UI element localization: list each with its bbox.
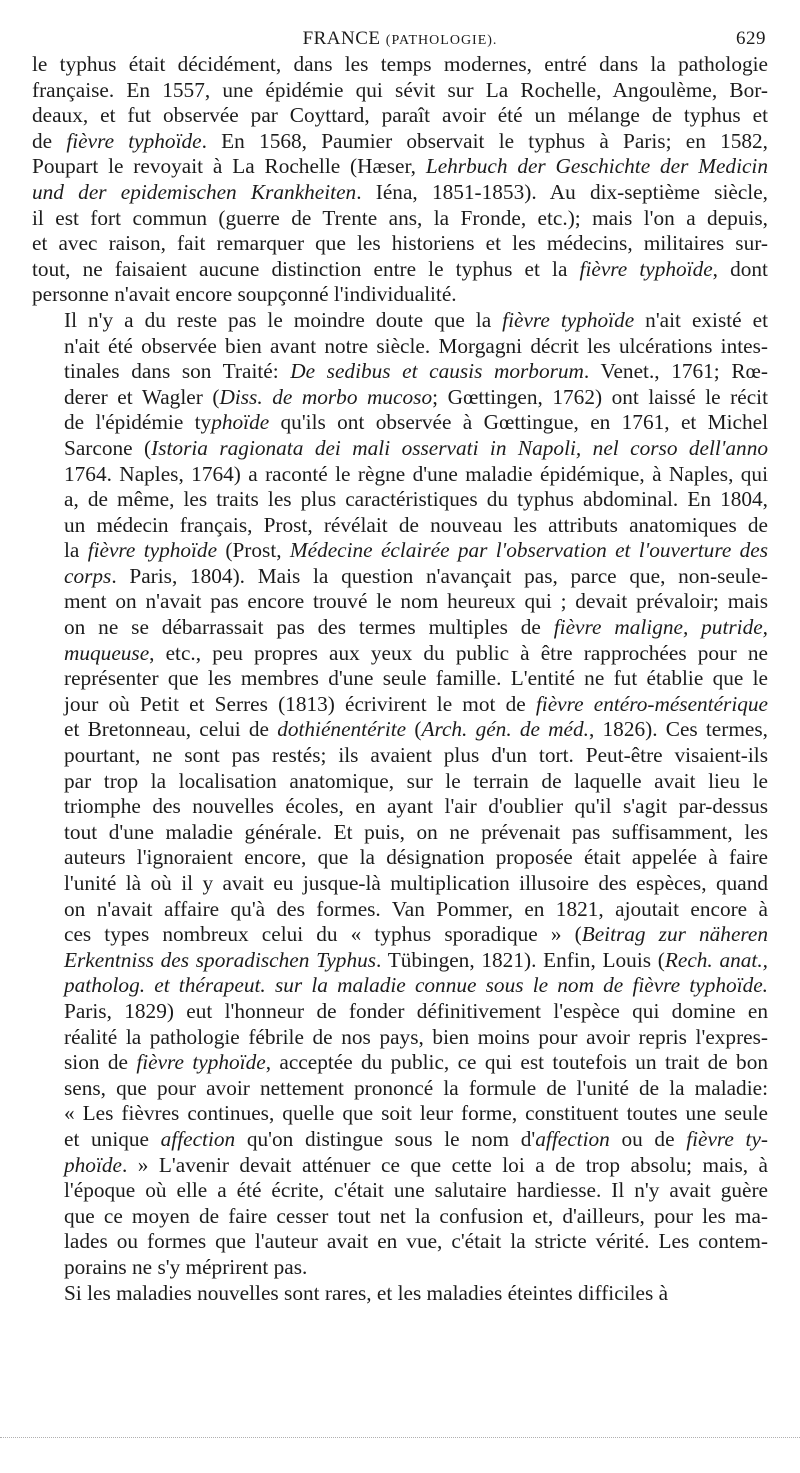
text-line: française. En 1557, une épidémie qui sévit sur La Rochelle, Angoulème, Bor-: [32, 77, 768, 102]
page-number: 629: [736, 28, 766, 49]
text-line: phoïde. » L'avenir devait atténuer ce que cette loi a de trop absolu; mais, à: [64, 1152, 768, 1177]
text-line: a, de même, les traits les plus caractéristiques du typhus abdominal. En 1804,: [64, 487, 768, 512]
text-line: patholog. et thérapeut. sur la maladie connue sous le nom de fièvre typhoïde.: [64, 973, 768, 998]
text-line: et Bretonneau, celui de dothiénentérite (Arch. gén. de méd., 1826). Ces termes,: [64, 717, 768, 742]
text-line: deaux, et fut observée par Coyttard, paraît avoir été un mélange de typhus et: [32, 103, 768, 128]
text-line: jour où Petit et Serres (1813) écrivirent le mot de fièvre entéro-mésentérique: [64, 691, 769, 716]
text-line: muqueuse, etc., peu propres aux yeux du public à être rapprochées pour ne: [64, 640, 768, 665]
text-line: de fièvre typhoïde. En 1568, Paumier observait le typhus à Paris; en 1582,: [32, 128, 768, 153]
text-line: Si les maladies nouvelles sont rares, et les maladies éteintes difficiles à: [64, 1280, 669, 1305]
paragraph: [32, 308, 768, 1281]
text-line: le typhus était décidément, dans les temps modernes, entré dans la pathologie: [32, 52, 768, 76]
text-line: pourtant, ne sont pas restés; ils avaient plus d'un tort. Peut-être visaient-ils: [64, 743, 768, 768]
text-line: un médecin français, Prost, révélait de nouveau les attributs anatomiques de: [64, 512, 768, 537]
text-line: représenter que les membres d'une seule famille. L'entité ne fut établie que le: [64, 666, 768, 691]
text-line: 1764. Naples, 1764) a raconté le règne d'une maladie épidémique, à Naples, qui: [64, 461, 768, 486]
text-line: sion de fièvre typhoïde, acceptée du public, ce qui est toutefois un trait de bon: [64, 1050, 768, 1075]
running-header: [32, 22, 768, 52]
text-line: « Les fièvres continues, quelle que soit leur forme, constituent toutes une seule: [64, 1101, 768, 1126]
text-line: auteurs l'ignoraient encore, que la désignation proposée était appelée à faire: [64, 845, 768, 870]
text-line: l'époque où elle a été écrite, c'était une salutaire hardiesse. Il n'y avait guère: [64, 1178, 768, 1203]
text-line: et avec raison, fait remarquer que les historiens et les médecins, militaires sur-: [32, 231, 768, 256]
text-line: sens, que pour avoir nettement prononcé la formule de l'unité de la maladie:: [64, 1075, 768, 1100]
footer-rule: [0, 1437, 800, 1446]
running-title: [32, 28, 768, 50]
text-line: Paris, 1829) eut l'honneur de fonder définitivement l'espèce qui domine en: [64, 998, 768, 1023]
text-line: Poupart le revoyait à La Rochelle (Hæser, Lehrbuch der Geschichte der Medicin: [32, 154, 769, 179]
text-line: n'ait été observée bien avant notre siècle. Morgagni décrit les ulcérations intes-: [64, 333, 768, 358]
text-line: la fièvre typhoïde (Prost, Médecine éclairée par l'observation et l'ouverture des: [64, 538, 768, 563]
header-title: FRANCE: [302, 28, 381, 49]
text-line: porains ne s'y méprirent pas.: [64, 1254, 308, 1279]
text-line: lades ou formes que l'auteur avait en vue, c'était la stricte vérité. Les contem-: [64, 1229, 768, 1254]
text-line: ment on n'avait pas encore trouvé le nom heureux qui ; devait prévaloir; mais: [64, 589, 768, 614]
text-line: tout d'une maladie générale. Et puis, on ne prévenait pas suffisamment, les: [64, 819, 768, 844]
book-page: [32, 22, 768, 1306]
text-line: derer et Wagler (Diss. de morbo mucoso; Gœttingen, 1762) ont laissé le récit: [64, 384, 769, 409]
text-line: und der epidemischen Krankheiten. Iéna, 1851-1853). Au dix-septième siècle,: [32, 179, 768, 204]
text-line: personne n'avait encore soupçonné l'individualité.: [32, 282, 457, 307]
text-line: Sarcone (Istoria ragionata dei mali osservati in Napoli, nel corso dell'anno: [64, 435, 768, 460]
text-line: corps. Paris, 1804). Mais la question n'avançait pas, parce que, non-seule-: [64, 563, 768, 588]
text-line: de l'épidémie typhoïde qu'ils ont observée à Gœttingue, en 1761, et Michel: [64, 410, 768, 435]
header-subtitle: (PATHOLOGIE).: [385, 33, 498, 48]
text-line: réalité la pathologie fébrile de nos pays, bien moins pour avoir repris l'expres-: [64, 1024, 768, 1049]
paragraph: [32, 1281, 768, 1307]
text-line: Erkentniss des sporadischen Typhus. Tübingen, 1821). Enfin, Louis (Rech. anat.,: [64, 947, 768, 972]
text-line: triomphe des nouvelles écoles, en ayant l'air d'oublier qu'il s'agit par-dessus: [64, 794, 768, 819]
text-line: par trop la localisation anatomique, sur le terrain de laquelle avait lieu le: [64, 768, 768, 793]
text-line: tout, ne faisaient aucune distinction entre le typhus et la fièvre typhoïde, dont: [32, 256, 768, 281]
text-line: ces types nombreux celui du « typhus sporadique » (Beitrag zur näheren: [64, 922, 769, 947]
text-line: que ce moyen de faire cesser tout net la confusion et, d'ailleurs, pour les ma-: [64, 1203, 768, 1228]
text-line: tinales dans son Traité: De sedibus et causis morborum. Venet., 1761; Rœ-: [64, 359, 768, 384]
text-line: Il n'y a du reste pas le moindre doute que la fièvre typhoïde n'ait existé et: [64, 307, 768, 332]
body-text: [32, 52, 768, 1306]
paragraph: [32, 52, 768, 308]
text-line: il est fort commun (guerre de Trente ans, la Fronde, etc.); mais l'on a depuis,: [32, 205, 768, 230]
text-line: et unique affection qu'on distingue sous le nom d'affection ou de fièvre ty-: [64, 1126, 768, 1151]
text-line: l'unité là où il y avait eu jusque-là multiplication illusoire des espèces, quand: [64, 871, 768, 895]
text-line: on ne se débarrassait pas des termes multiples de fièvre maligne, putride,: [64, 615, 768, 640]
text-line: on n'avait affaire qu'à des formes. Van Pommer, en 1821, ajoutait encore à: [64, 896, 768, 921]
